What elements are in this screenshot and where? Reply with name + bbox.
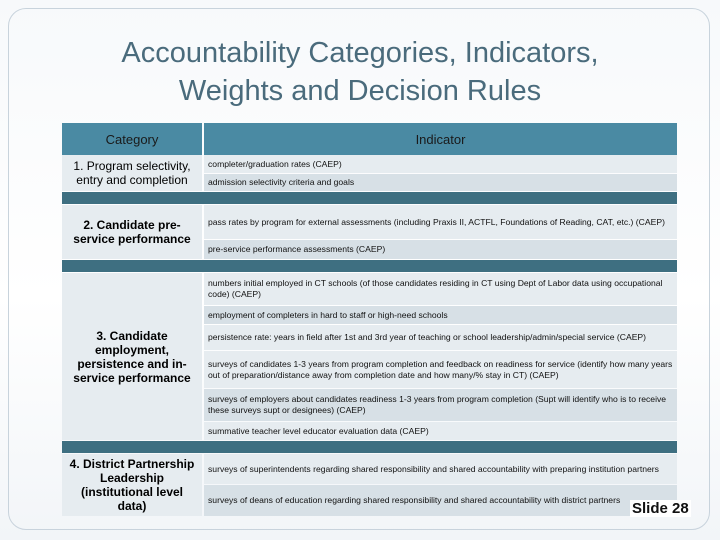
row-divider (62, 192, 677, 204)
indicator-cell: surveys of candidates 1-3 years from program completion and feedback on readiness for service (identify how many years out of preparation/distance away from completion date and how many/% stay in CT) (CAEP) (204, 351, 677, 388)
row-divider (62, 441, 677, 453)
indicator-cell: employment of completers in hard to staff or high-need schools (204, 306, 677, 324)
category-cell: 2. Candidate pre-service performance (62, 205, 202, 259)
indicator-cell: admission selectivity criteria and goals (204, 174, 677, 191)
indicator-cell: persistence rate: years in field after 1st and 3rd year of teaching or school leadership/admin/special service (CAEP) (204, 325, 677, 350)
header-indicator: Indicator (204, 123, 677, 157)
indicator-cell: pre-service performance assessments (CAEP) (204, 240, 677, 259)
title-line-1: Accountability Categories, Indicators, (121, 37, 599, 69)
slide-number: Slide 28 (632, 500, 689, 517)
title-line-2: Weights and Decision Rules (178, 75, 542, 107)
indicator-cell: surveys of deans of education regarding shared responsibility and shared accountability with district partners (204, 485, 677, 516)
indicator-cell: summative teacher level educator evaluation data (CAEP) (204, 422, 677, 440)
indicator-cell: completer/graduation rates (CAEP) (204, 155, 677, 173)
header-category: Category (62, 123, 202, 157)
indicator-cell: surveys of superintendents regarding shared responsibility and shared accountability with preparing institution partners (204, 454, 677, 484)
indicator-cell: numbers initial employed in CT schools (of those candidates residing in CT using Dept of Labor data using occupational code) (CAEP) (204, 273, 677, 305)
indicator-cell: surveys of employers about candidates readiness 1-3 years from program completion (Supt will identify who is to receive these surveys supt or designees) (CAEP) (204, 389, 677, 421)
category-cell: 3. Candidate employment, persistence and in-service performance (62, 273, 202, 440)
category-cell: 4. District Partnership Leadership (institutional level data) (62, 454, 202, 516)
row-divider (62, 260, 677, 272)
category-cell: 1. Program selectivity, entry and completion (62, 155, 202, 191)
indicator-cell: pass rates by program for external assessments (including Praxis II, ACTFL, Foundations of Reading, CAT, etc.) (CAEP) (204, 205, 677, 239)
